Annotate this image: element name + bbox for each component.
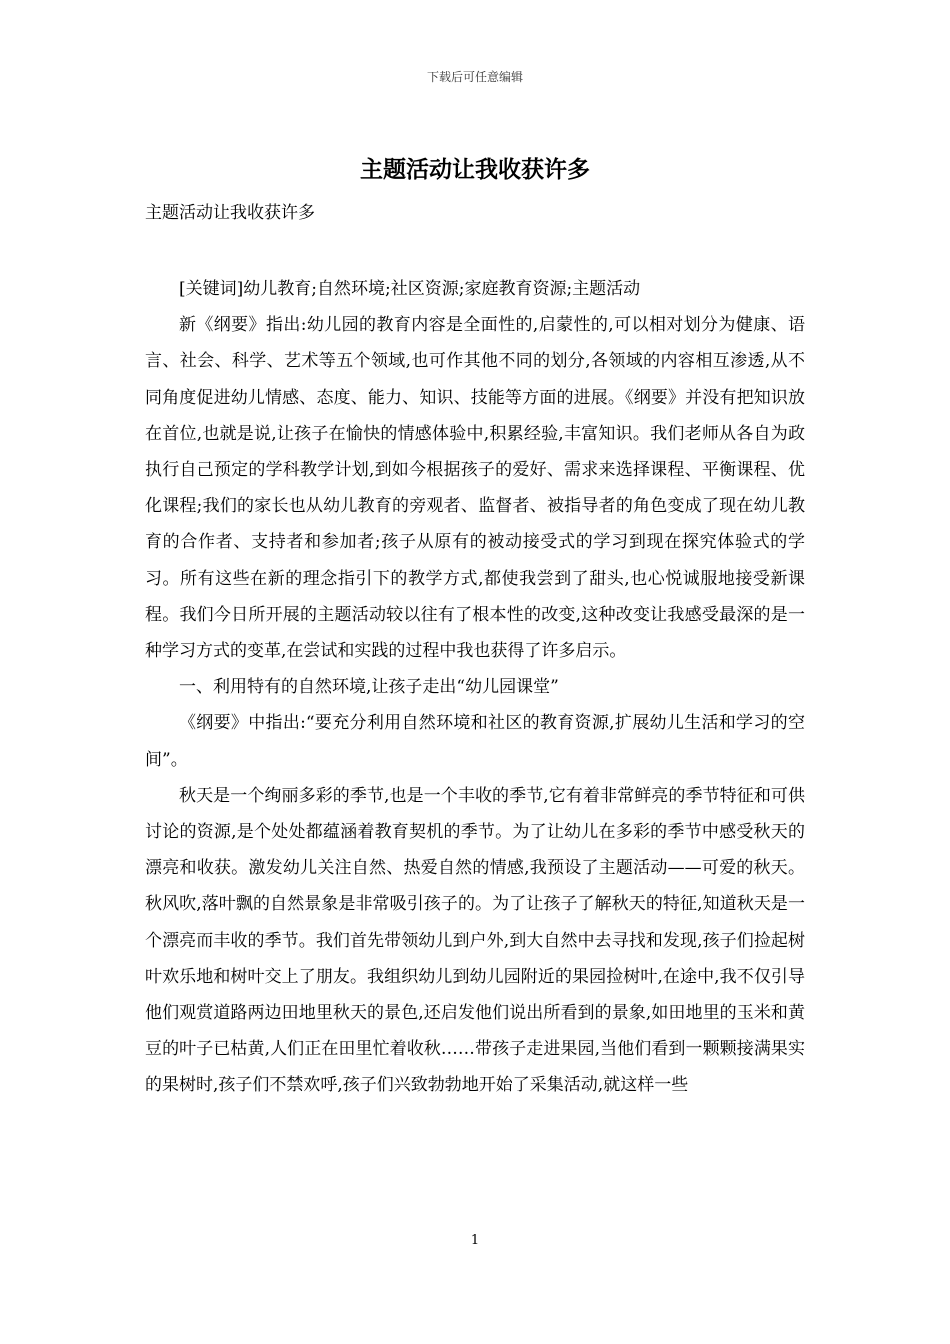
page-header-note: 下载后可任意编辑 <box>426 70 523 84</box>
document-body <box>145 271 805 1104</box>
body-paragraph: 秋天是一个绚丽多彩的季节,也是一个丰收的季节,它有着非常鲜亮的季节特征和可供讨论的资源,是个处处都蕴涵着教育契机的季节。为了让幼儿在多彩的季节中感受秋天的漂亮和收获。激发幼儿关注自然、热爱自然的情感,我预设了主题活动——可爱的秋天。秋风吹,落叶飘的自然景象是非常吸引孩子的。为了让孩子了解秋天的特征,知道秋天是一个漂亮而丰收的季节。我们首先带领幼儿到户外,到大自然中去寻找和发现,孩子们捡起树叶欢乐地和树叶交上了朋友。我组织幼儿到幼儿园附近的果园捡树叶,在途中,我不仅引导他们观赏道路两边田地里秋天的景色,还启发他们说出所看到的景象,如田地里的玉米和黄豆的叶子已枯黄,人们正在田里忙着收秋……带孩子走进果园,当他们看到一颗颗接满果实的果树时,孩子们不禁欢呼,孩子们兴致勃勃地开始了采集活动,就这样一些 <box>145 785 805 1096</box>
body-paragraph: 新《纲要》指出:幼儿园的教育内容是全面性的,启蒙性的,可以相对划分为健康、语言、社会、科学、艺术等五个领域,也可作其他不同的划分,各领域的内容相互渗透,从不同角度促进幼儿情感、态度、能力、知识、技能等方面的进展。《纲要》并没有把知识放在首位,也就是说,让孩子在愉快的情感体验中,积累经验,丰富知识。我们老师从各自为政执行自己预定的学科教学计划,到如今根据孩子的爱好、需求来选择课程、平衡课程、优化课程;我们的家长也从幼儿教育的旁观者、监督者、被指导者的角色变成了现在幼儿教育的合作者、支持者和参加者;孩子从原有的被动接受式的学习到现在探究体验式的学习。所有这些在新的理念指引下的教学方式,都使我尝到了甜头,也心悦诚服地接受新课程。我们今日所开展的主题活动较以往有了根本性的改变,这种改变让我感受最深的是一种学习方式的变革,在尝试和实践的过程中我也获得了许多启示。 <box>145 315 805 662</box>
body-paragraph: 《纲要》中指出:“要充分利用自然环境和社区的教育资源,扩展幼儿生活和学习的空间”。 <box>145 713 805 770</box>
page-number: 1 <box>470 1233 480 1248</box>
document-subtitle: 主题活动让我收获许多 <box>145 203 315 223</box>
section-heading: 一、利用特有的自然环境,让孩子走出“幼儿园课堂” <box>179 677 559 698</box>
document-title: 主题活动让我收获许多 <box>360 156 590 183</box>
keywords-paragraph: [关键词]幼儿教育;自然环境;社区资源;家庭教育资源;主题活动 <box>179 279 641 299</box>
